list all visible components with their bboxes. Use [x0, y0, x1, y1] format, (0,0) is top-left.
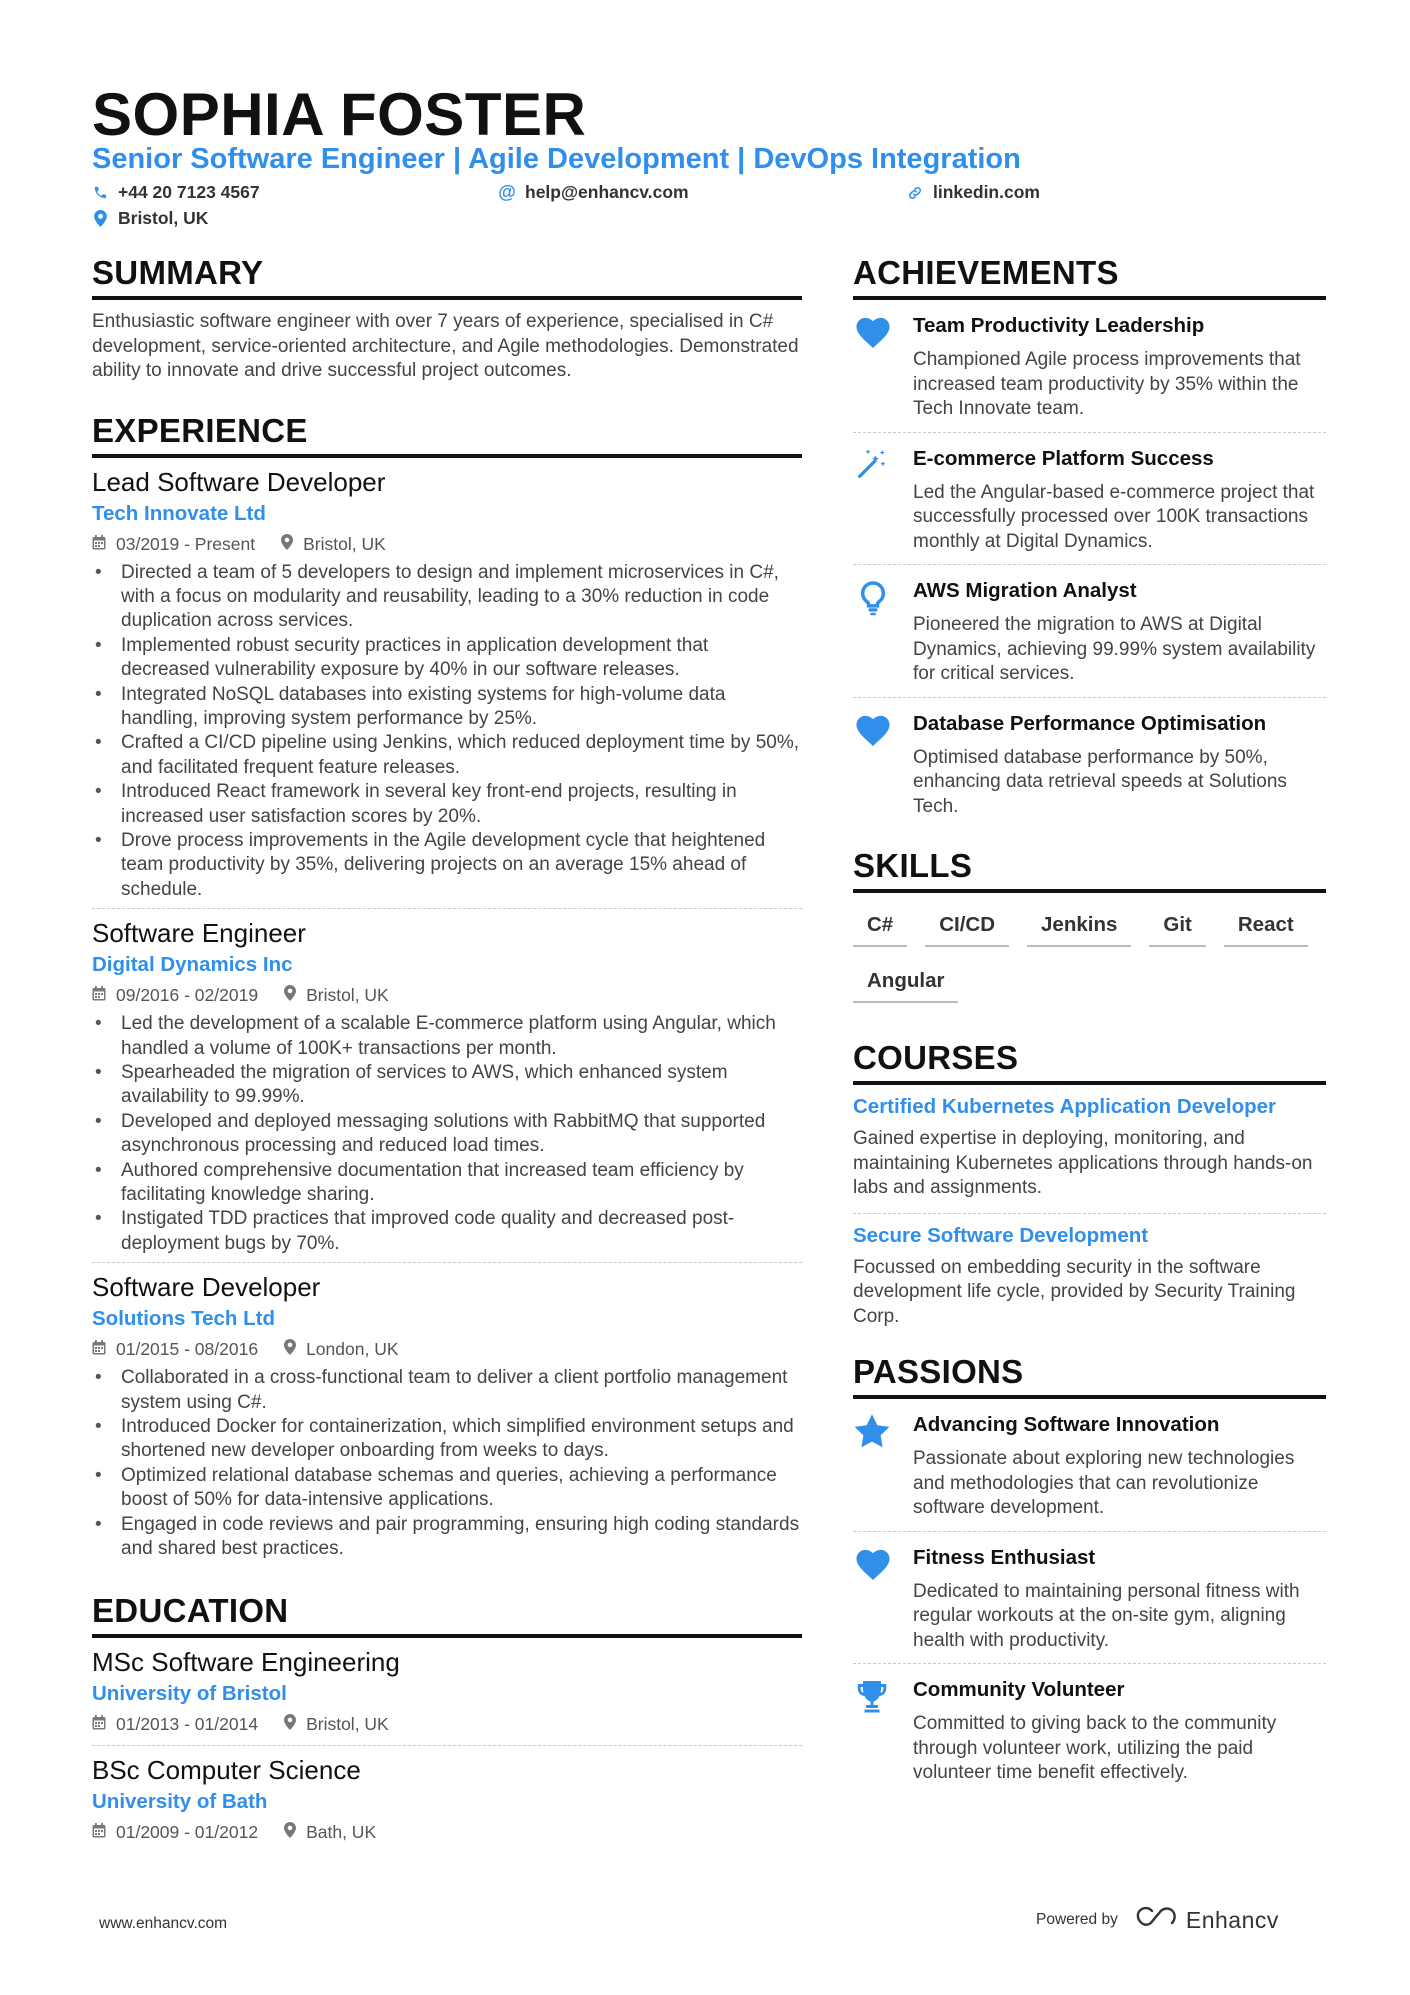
headline: Senior Software Engineer | Agile Development | DevOps Integration — [92, 143, 1021, 175]
passion-text — [913, 1413, 1326, 1521]
course-desc: Gained expertise in deploying, monitoring, and maintaining Kubernetes applications through hands-on labs and assignments. — [853, 1128, 1313, 1198]
achievement-text — [913, 712, 1326, 820]
achievement-text — [913, 579, 1326, 687]
job-location — [284, 985, 389, 1006]
bullet-item: • Engaged in code reviews and pair programming, ensuring high coding standards and shared best practices. — [92, 1513, 802, 1562]
skill-tag: CI/CD — [925, 907, 1009, 947]
star-icon — [853, 1413, 913, 1521]
course-item — [853, 1085, 1326, 1214]
skill-tag: C# — [853, 907, 907, 947]
location-pin-icon — [92, 211, 108, 227]
degree-title: BSc Computer Science — [92, 1754, 361, 1785]
calendar-icon — [92, 1822, 106, 1843]
job-bullets — [92, 561, 802, 903]
bullet-item: • Authored comprehensive documentation that increased team efficiency by facilitating knowledge sharing. — [92, 1159, 802, 1208]
link-icon — [907, 185, 923, 201]
achievement-item — [853, 698, 1326, 824]
footer-branding[interactable] — [1036, 1905, 1279, 1935]
bullet-item: • Optimized relational database schemas and queries, achieving a performance boost of 50% for data-intensive applications. — [92, 1464, 802, 1513]
passion-desc: Committed to giving back to the community through volunteer work, utilizing the paid volunteer time benefit effectively. — [913, 1713, 1277, 1783]
job-location — [284, 1339, 398, 1360]
achievements-section — [853, 254, 1326, 823]
trophy-icon — [853, 1678, 913, 1786]
achievements-heading: ACHIEVEMENTS — [853, 254, 1326, 300]
company-name[interactable]: Solutions Tech Ltd — [92, 1307, 275, 1331]
passion-item — [853, 1664, 1326, 1790]
summary-heading: SUMMARY — [92, 254, 802, 300]
bullet-item: • Integrated NoSQL databases into existing systems for high-volume data handling, improving system performance by 25%. — [92, 683, 802, 732]
job-dates-text: 01/2015 - 08/2016 — [116, 1339, 259, 1360]
location-pin-icon — [284, 1822, 296, 1843]
footer-website[interactable]: www.enhancv.com — [99, 1915, 228, 1932]
phone-icon — [92, 185, 108, 201]
education-heading: EDUCATION — [92, 1592, 802, 1638]
degree-title: MSc Software Engineering — [92, 1646, 400, 1677]
passions-section — [853, 1353, 1326, 1790]
contact-email[interactable] — [499, 182, 689, 203]
summary-section — [92, 254, 802, 384]
summary-text: Enthusiastic software engineer with over 7 years of experience, specialised in C# development, service-oriented architecture, and Agile methodologies. Demonstrated ability to innovate and drive successful project outcomes. — [92, 311, 799, 381]
education-dates-text: 01/2009 - 01/2012 — [116, 1821, 259, 1842]
lightbulb-icon — [853, 579, 913, 687]
passion-desc: Passionate about exploring new technologies and methodologies that can revolutionize software development. — [913, 1448, 1295, 1518]
achievement-title: Database Performance Optimisation — [913, 711, 1267, 735]
job-meta — [92, 534, 802, 555]
right-column — [853, 254, 1326, 1790]
job-dates-text: 09/2016 - 02/2019 — [116, 985, 259, 1006]
skill-tag: React — [1224, 907, 1308, 947]
bullet-item: • Drove process improvements in the Agile development cycle that heightened team productivity by 35%, delivering projects on an average 15% ahead of schedule. — [92, 829, 802, 902]
calendar-icon — [92, 1339, 106, 1360]
course-desc: Focussed on embedding security in the software development life cycle, provided by Security Training Corp. — [853, 1256, 1296, 1327]
enhancv-logo-icon — [1132, 1905, 1178, 1935]
passion-title: Community Volunteer — [913, 1678, 1125, 1701]
calendar-icon — [92, 1714, 106, 1735]
job-meta — [92, 1339, 802, 1360]
bullet-item: • Implemented robust security practices in application development that decreased vulnerability exposure by 40% in our software releases. — [92, 634, 802, 683]
location-pin-icon — [284, 985, 296, 1006]
education-dates — [92, 1714, 258, 1735]
education-entry — [92, 1746, 802, 1843]
phone-text: +44 20 7123 4567 — [118, 182, 260, 202]
bullet-item: • Instigated TDD practices that improved code quality and decreased post-deployment bugs by 70%. — [92, 1207, 802, 1256]
magic-wand-icon — [853, 447, 913, 555]
job-dates — [92, 534, 255, 555]
education-meta — [92, 1714, 802, 1735]
contact-location — [92, 208, 208, 229]
company-name[interactable]: Digital Dynamics Inc — [92, 953, 293, 977]
achievement-text — [913, 447, 1326, 555]
heart-icon — [853, 1546, 913, 1654]
calendar-icon — [92, 534, 106, 555]
powered-by-text: Powered by — [1036, 1911, 1118, 1928]
skills-list — [853, 907, 1326, 1019]
contact-phone[interactable] — [92, 182, 260, 203]
achievement-desc: Led the Angular-based e-commerce project that successfully processed over 100K transactions monthly at Digital Dynamics. — [913, 481, 1315, 552]
achievement-item — [853, 433, 1326, 566]
job-location — [281, 534, 386, 555]
achievement-title: AWS Migration Analyst — [913, 579, 1137, 602]
location-pin-icon — [284, 1339, 296, 1360]
contact-linkedin[interactable] — [907, 182, 1040, 203]
job-entry — [92, 1263, 802, 1567]
passion-item — [853, 1399, 1326, 1532]
location-pin-icon — [284, 1714, 296, 1735]
heart-icon — [853, 314, 913, 422]
achievement-desc: Pioneered the migration to AWS at Digital Dynamics, achieving 99.99% system availability for critical services. — [913, 614, 1316, 684]
skill-tag: Jenkins — [1027, 907, 1131, 947]
course-item — [853, 1214, 1326, 1330]
job-entry — [92, 458, 802, 910]
bullet-item: • Introduced Docker for containerization, which simplified environment setups and shortened new developer onboarding from weeks to days. — [92, 1415, 802, 1464]
passions-heading: PASSIONS — [853, 1353, 1326, 1399]
education-location — [284, 1822, 376, 1843]
achievement-desc: Championed Agile process improvements that increased team productivity by 35% within the Tech Innovate team. — [913, 349, 1301, 419]
location-text: Bristol, UK — [118, 208, 209, 228]
skill-tag: Git — [1149, 907, 1205, 947]
linkedin-text: linkedin.com — [933, 182, 1040, 202]
courses-section — [853, 1039, 1326, 1329]
passion-text — [913, 1546, 1326, 1654]
bullet-item: • Crafted a CI/CD pipeline using Jenkins, which reduced deployment time by 50%, and facilitated frequent feature releases. — [92, 731, 802, 780]
bullet-item: • Spearheaded the migration of services to AWS, which enhanced system availability to 99.99%. — [92, 1061, 802, 1110]
bullet-item: • Introduced React framework in several key front-end projects, resulting in increased user satisfaction scores by 20%. — [92, 780, 802, 829]
job-title: Software Developer — [92, 1272, 321, 1303]
school-name[interactable]: University of Bristol — [92, 1681, 287, 1705]
courses-heading: COURSES — [853, 1039, 1326, 1085]
skills-section — [853, 847, 1326, 1019]
job-location-text: London, UK — [306, 1339, 399, 1360]
job-location-text: Bristol, UK — [303, 533, 386, 554]
bullet-item: • Collaborated in a cross-functional team to deliver a client portfolio management system using C#. — [92, 1366, 802, 1415]
school-name[interactable]: University of Bath — [92, 1789, 268, 1813]
education-location-text: Bristol, UK — [306, 1713, 389, 1734]
education-location — [284, 1714, 389, 1735]
email-text: help@enhancv.com — [525, 182, 689, 202]
achievement-item — [853, 300, 1326, 433]
experience-heading: EXPERIENCE — [92, 412, 802, 458]
achievement-desc: Optimised database performance by 50%, enhancing data retrieval speeds at Solutions Tech. — [913, 746, 1287, 817]
course-title[interactable]: Secure Software Development — [853, 1223, 1149, 1247]
achievement-item — [853, 565, 1326, 698]
bullet-item: • Led the development of a scalable E-commerce platform using Angular, which handled a volume of 100K+ transactions per month. — [92, 1012, 802, 1061]
passion-text — [913, 1678, 1326, 1786]
experience-section — [92, 412, 802, 1568]
job-dates — [92, 1339, 258, 1360]
heart-icon — [853, 712, 913, 820]
job-entry — [92, 909, 802, 1263]
education-meta — [92, 1822, 802, 1843]
passion-title: Fitness Enthusiast — [913, 1545, 1096, 1569]
education-entry — [92, 1638, 802, 1746]
brand-logo — [1132, 1905, 1279, 1935]
job-bullets — [92, 1012, 802, 1256]
passion-desc: Dedicated to maintaining personal fitness with regular workouts at the on-site gym, aligning health with productivity. — [913, 1580, 1300, 1651]
achievement-title: E-commerce Platform Success — [913, 446, 1214, 470]
at-icon: @ — [498, 182, 516, 202]
candidate-name: SOPHIA FOSTER — [92, 81, 587, 148]
achievement-title: Team Productivity Leadership — [913, 314, 1205, 337]
brand-name: Enhancv — [1185, 1906, 1279, 1933]
passion-item — [853, 1532, 1326, 1665]
skills-heading: SKILLS — [853, 847, 1326, 893]
passion-title: Advancing Software Innovation — [913, 1413, 1220, 1436]
education-dates-text: 01/2013 - 01/2014 — [116, 1713, 259, 1734]
bullet-item: • Directed a team of 5 developers to design and implement microservices in C#, with a focus on modularity and reusability, leading to a 30% reduction in code duplication across services. — [92, 561, 802, 634]
job-bullets — [92, 1366, 802, 1561]
job-dates-text: 03/2019 - Present — [116, 533, 256, 554]
job-meta — [92, 985, 802, 1006]
job-title: Lead Software Developer — [92, 466, 386, 497]
job-dates — [92, 985, 258, 1006]
education-section — [92, 1592, 802, 1843]
company-name[interactable]: Tech Innovate Ltd — [92, 501, 266, 525]
achievement-text — [913, 314, 1326, 422]
job-location-text: Bristol, UK — [306, 985, 389, 1006]
course-title[interactable]: Certified Kubernetes Application Developer — [853, 1095, 1276, 1118]
location-pin-icon — [281, 534, 293, 555]
bullet-item: • Developed and deployed messaging solutions with RabbitMQ that supported asynchronous processing and reduced load times. — [92, 1110, 802, 1159]
job-list — [92, 458, 802, 1568]
skill-tag: Angular — [853, 963, 958, 1003]
education-dates — [92, 1822, 258, 1843]
left-column — [92, 254, 802, 1843]
education-location-text: Bath, UK — [306, 1821, 377, 1842]
job-title: Software Engineer — [92, 918, 306, 949]
calendar-icon — [92, 985, 106, 1006]
